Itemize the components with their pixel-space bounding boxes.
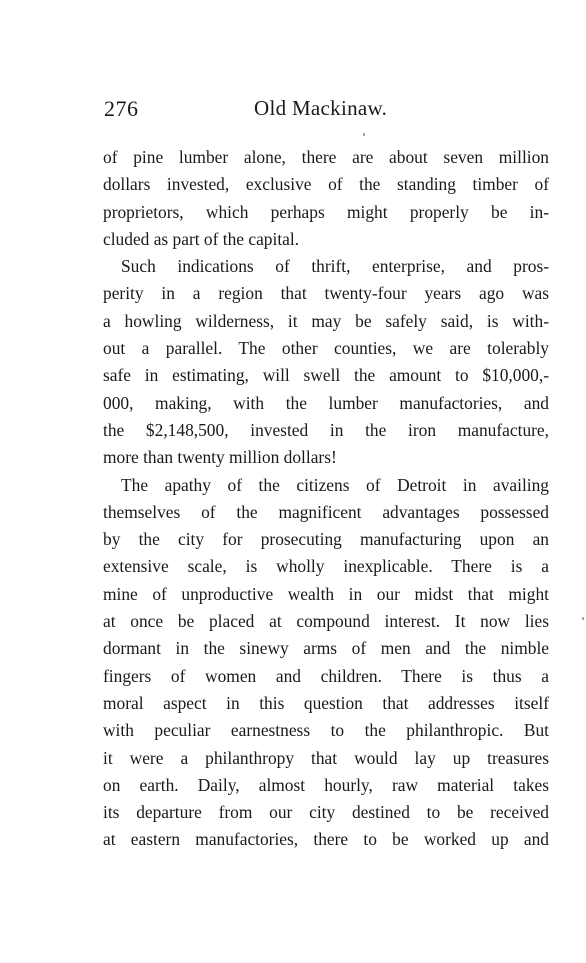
paragraph	[103, 472, 549, 854]
paragraph	[103, 253, 549, 471]
text-line: with peculiar earnestness to the philanthropic. But	[103, 720, 549, 741]
text-line: by the city for prosecuting manufacturing upon an	[103, 529, 549, 550]
text-line: at eastern manufactories, there to be worked up and	[103, 829, 549, 850]
text-line: 000, making, with the lumber manufactories, and	[103, 392, 549, 413]
text-line: it were a philanthropy that would lay up treasures	[103, 747, 549, 768]
text-line: more than twenty million dollars!	[103, 447, 337, 468]
text-line: the $2,148,500, invested in the iron manufacture,	[103, 419, 549, 440]
text-line: dollars invested, exclusive of the standing timber of	[103, 174, 549, 195]
text-line: Such indications of thrift, enterprise, and pros-	[121, 256, 549, 277]
text-line: perity in a region that twenty-four years ago was	[103, 283, 549, 304]
text-line: fingers of women and children. There is thus a	[103, 665, 549, 686]
text-line: out a parallel. The other counties, we are tolerably	[103, 338, 549, 359]
running-title: Old Mackinaw.	[254, 96, 388, 120]
text-line: The apathy of the citizens of Detroit in availing	[121, 474, 549, 495]
text-line: themselves of the magnificent advantages possessed	[103, 501, 549, 522]
text-line: of pine lumber alone, there are about seven million	[103, 147, 549, 167]
scan-speck	[582, 617, 584, 620]
body-text	[103, 144, 549, 854]
text-line: mine of unproductive wealth in our midst that might	[103, 583, 549, 604]
page-header	[104, 96, 548, 126]
text-line: moral aspect in this question that addresses itself	[103, 692, 549, 713]
text-line: at once be placed at compound interest. It now lies	[103, 611, 549, 632]
text-line: extensive scale, is wholly inexplicable. There is a	[103, 556, 549, 577]
page-number: 276	[104, 96, 139, 121]
text-line: proprietors, which perhaps might properly be in-	[103, 201, 549, 222]
scan-speck	[363, 133, 365, 136]
text-line: dormant in the sinewy arms of men and the nimble	[103, 638, 549, 659]
text-line: its departure from our city destined to be received	[103, 802, 549, 823]
text-line: safe in estimating, will swell the amount to $10,000,-	[103, 365, 549, 386]
text-line: cluded as part of the capital.	[103, 228, 300, 249]
text-line: a howling wilderness, it may be safely said, is with-	[103, 310, 549, 331]
paragraph	[103, 144, 549, 253]
text-line: on earth. Daily, almost hourly, raw material takes	[103, 774, 549, 795]
